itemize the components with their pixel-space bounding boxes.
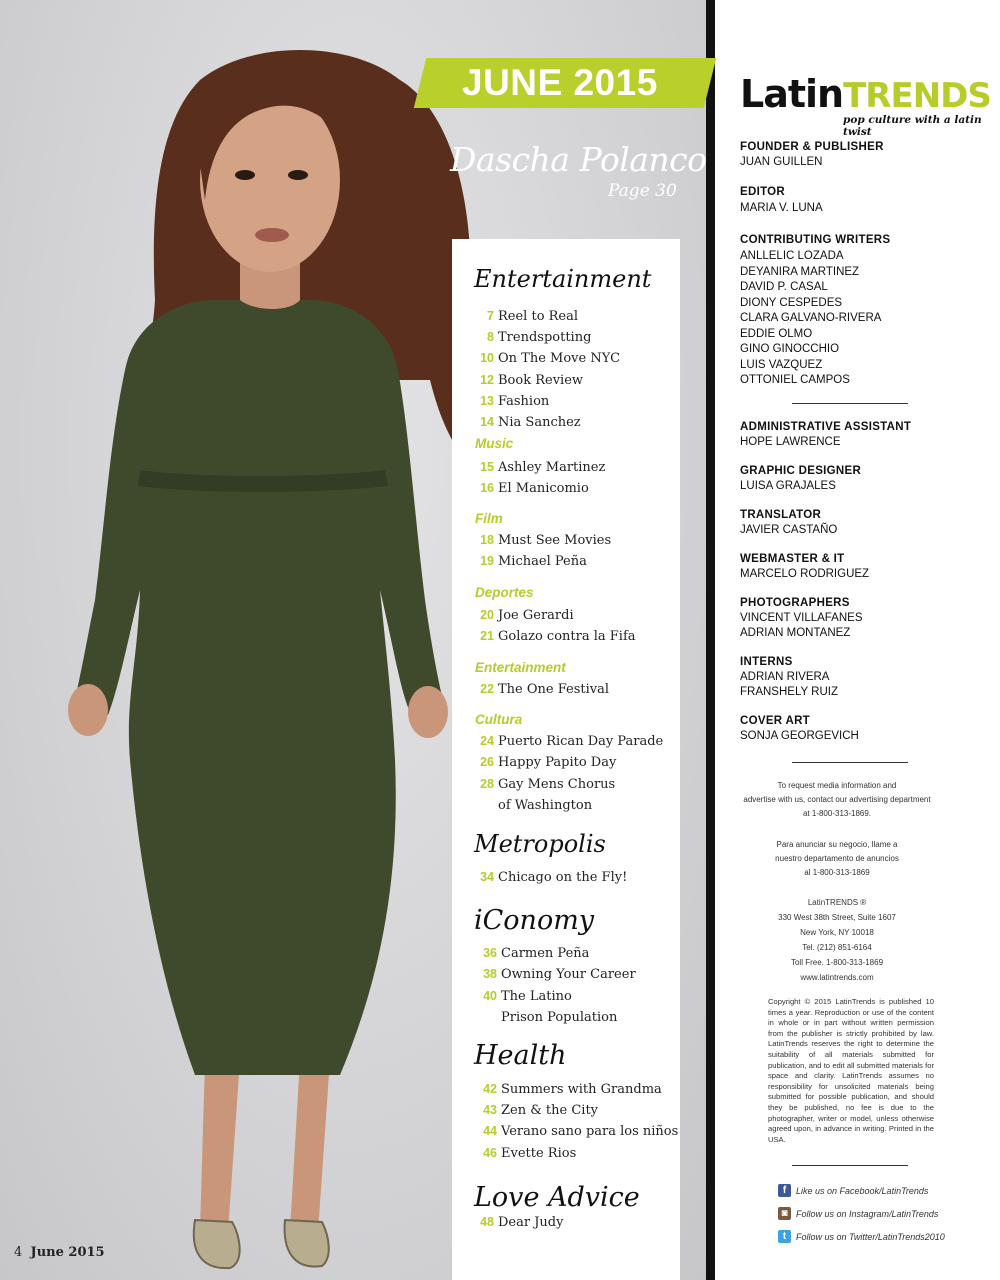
masthead-rule: [792, 1165, 908, 1166]
toc-item-title: Must See Movies: [498, 533, 612, 548]
toc-page-number: 22: [480, 682, 494, 696]
masthead-role: ADMINISTRATIVE ASSISTANT: [740, 421, 912, 433]
instagram-link[interactable]: [778, 1207, 938, 1220]
twitter-link[interactable]: [778, 1230, 945, 1243]
cover-star-page: Page 30: [608, 181, 677, 201]
toc-item[interactable]: [474, 533, 611, 548]
toc-item-title: Puerto Rican Day Parade: [498, 734, 664, 749]
lips: [255, 228, 289, 242]
toc-item-title: Book Review: [498, 372, 584, 388]
toc-item[interactable]: [474, 870, 627, 885]
toc-item[interactable]: [477, 989, 572, 1004]
instagram-label: Follow us on Instagram/LatinTrends: [796, 1208, 939, 1219]
toc-item[interactable]: [474, 734, 663, 749]
toc-item[interactable]: [477, 1146, 576, 1161]
toc-page-number: 10: [480, 351, 494, 366]
toc-sub-music: Music: [475, 436, 514, 451]
legs: [200, 1060, 330, 1232]
toc-item[interactable]: [474, 373, 583, 388]
folio-date: June 2015: [30, 1245, 105, 1260]
toc-page-number: 15: [480, 460, 494, 474]
toc-item[interactable]: [477, 1103, 598, 1118]
folio-number: 4: [14, 1245, 23, 1260]
contact-line: al 1-800-313-1869: [804, 868, 870, 877]
toc-item[interactable]: [474, 460, 605, 475]
toc-sub-cultura: Cultura: [475, 712, 523, 727]
toc-item-title: Gay Mens Chorus: [498, 776, 616, 792]
toc-page-number: 44: [483, 1124, 497, 1139]
masthead-name: HOPE LAWRENCE: [740, 436, 841, 448]
toc-item-title: Carmen Peña: [501, 946, 590, 961]
toc-page-number: 12: [480, 372, 494, 387]
toc-item-title: Chicago on the Fly!: [498, 870, 628, 885]
toc-section-love-advice: Love Advice: [474, 1182, 640, 1213]
cover-star-name: Dascha Polanco: [450, 140, 707, 179]
logo-trends: TRENDS: [843, 76, 991, 116]
toc-item-title: Reel to Real: [498, 309, 579, 324]
toc-page-number: 43: [483, 1103, 497, 1118]
toc-item-title: The Latino: [501, 988, 572, 1004]
masthead-role: COVER ART: [740, 715, 810, 727]
toc-item-title: Zen & the City: [501, 1103, 599, 1119]
toc-item-title: On The Move NYC: [498, 351, 621, 367]
toc-sub-entertainment: Entertainment: [475, 660, 566, 675]
toc-item-title: Nia Sanchez: [498, 415, 581, 430]
logo-tagline: pop culture with a latin twist: [843, 114, 982, 138]
toc-item[interactable]: [474, 755, 616, 770]
toc-page-number: 16: [480, 481, 494, 495]
masthead-role: FOUNDER & PUBLISHER: [740, 141, 884, 153]
masthead-name: DIONY CESPEDES: [740, 296, 843, 309]
toc-page-number: 26: [480, 755, 494, 770]
masthead-name: LUIS VAZQUEZ: [740, 358, 823, 371]
toc-section-entertainment: Entertainment: [474, 265, 652, 293]
toc-page-number: 40: [483, 988, 497, 1003]
instagram-icon: ◙: [778, 1207, 791, 1220]
toc-page-number: 46: [483, 1145, 497, 1160]
masthead-name: CLARA GALVANO-RIVERA: [740, 312, 882, 324]
twitter-label: Follow us on Twitter/LatinTrends2010: [796, 1231, 945, 1242]
toc-item-title: Summers with Grandma: [501, 1082, 662, 1097]
toc-sub-deportes: Deportes: [475, 585, 534, 600]
masthead-name: ADRIAN MONTANEZ: [740, 627, 851, 639]
masthead-name: DEYANIRA MARTINEZ: [740, 265, 860, 278]
toc-item-continued[interactable]: of Washington: [498, 798, 593, 813]
toc-item-continued[interactable]: Prison Population: [501, 1010, 618, 1025]
toc-item[interactable]: [477, 1082, 662, 1097]
masthead-role: TRANSLATOR: [740, 509, 822, 521]
logo-latin: Latin: [740, 72, 844, 116]
toc-item[interactable]: [477, 967, 636, 982]
masthead-name: ANLLELIC LOZADA: [740, 250, 844, 262]
toc-page-number: 24: [480, 734, 494, 748]
contact-line: at 1-800-313-1869.: [802, 809, 872, 818]
toc-item[interactable]: [474, 1215, 563, 1230]
masthead-name: VINCENT VILLAFANES: [740, 612, 863, 624]
masthead-name: JAVIER CASTAÑO: [740, 524, 838, 536]
toc-item-title: Fashion: [498, 393, 550, 409]
latintrends-logo: [740, 72, 991, 116]
masthead-name: MARIA V. LUNA: [740, 202, 823, 214]
masthead-name: SONJA GEORGEVICH: [740, 730, 859, 742]
copyright-notice: Copyright © 2015 LatinTrends is published 10 times a year. Reproduction or use of the content in whole or in part without written permission from the publisher is strictly prohibited by law. LatinTrends reserves the right to determine the suitability of all materials submitted for publication, and to edit all submitted materials for space and clarity. LatinTrends assumes no responsibility for unsolicited materials being submitted for possible publication, and should they be published, no fee is due to the photographer, writer or model, unless otherwise agreed upon, in advance in writing. Printed in the USA.: [768, 997, 934, 1144]
toc-item[interactable]: [474, 777, 615, 792]
page-divider: [706, 0, 715, 1280]
toc-item[interactable]: [474, 682, 609, 697]
right-shoe: [285, 1220, 329, 1267]
toc-page-number: 48: [480, 1215, 494, 1229]
contact-line: nuestro departamento de anuncios: [775, 854, 899, 863]
toc-item[interactable]: [474, 629, 636, 644]
advertising-info-en: [740, 779, 934, 821]
toc-item-title: Joe Gerardi: [498, 608, 574, 623]
toc-item-title: El Manicomio: [498, 481, 589, 496]
toc-item-title: Dear Judy: [498, 1215, 564, 1230]
masthead-name: GINO GINOCCHIO: [740, 343, 840, 355]
masthead-name: OTTONIEL CAMPOS: [740, 374, 850, 386]
left-shoe: [194, 1220, 240, 1268]
toc-page-number: 8: [487, 330, 494, 345]
toc-item-title: Golazo contra la Fifa: [498, 629, 636, 644]
toc-item-title: Verano sano para los niños: [501, 1124, 679, 1140]
toc-item[interactable]: [474, 309, 578, 324]
toc-item[interactable]: [474, 415, 581, 430]
website-link[interactable]: www.latintrends.com: [800, 973, 874, 982]
toc-page-number: 20: [480, 608, 494, 622]
contact-line: advertise with us, contact our advertising department: [743, 795, 931, 804]
masthead-name: EDDIE OLMO: [740, 327, 813, 340]
contact-line: To request media information and: [777, 781, 897, 790]
toc-item[interactable]: [474, 554, 587, 569]
address-line: New York, NY 10018: [800, 928, 874, 937]
toc-item-title: The One Festival: [498, 682, 610, 697]
toc-item[interactable]: [477, 946, 589, 961]
masthead-role: WEBMASTER & IT: [740, 553, 845, 565]
masthead-name: FRANSHELY RUIZ: [740, 686, 838, 698]
toc-item[interactable]: [474, 330, 591, 345]
toc-item-title: Ashley Martinez: [498, 460, 606, 475]
toc-page-number: 13: [480, 393, 494, 408]
right-eye: [288, 170, 308, 180]
facebook-icon: f: [778, 1184, 791, 1197]
address-line: Toll Free. 1-800-313-1869: [790, 958, 884, 967]
twitter-icon: t: [778, 1230, 791, 1243]
toc-page-number: 18: [480, 533, 494, 547]
toc-section-metropolis: Metropolis: [474, 830, 606, 858]
toc-page-number: 36: [483, 946, 497, 960]
page-folio: [14, 1245, 105, 1260]
toc-page-number: 14: [480, 415, 494, 429]
masthead-name: DAVID P. CASAL: [740, 281, 828, 293]
address-line: LatinTRENDS ®: [807, 898, 867, 907]
masthead-role: INTERNS: [740, 656, 793, 668]
toc-sub-film: Film: [475, 511, 503, 526]
toc-section-iconomy: iConomy: [474, 905, 595, 936]
toc-item-title: Evette Rios: [501, 1145, 577, 1161]
contact-line: Para anunciar su negocio, llame a: [776, 840, 898, 849]
address-line: Tel. (212) 851-6164: [802, 943, 872, 952]
toc-page-number: 38: [483, 967, 497, 982]
facebook-link[interactable]: [778, 1184, 928, 1197]
address-line: 330 West 38th Street, Suite 1607: [778, 913, 896, 922]
toc-item[interactable]: [474, 351, 620, 366]
toc-item-title: Trendspotting: [498, 330, 592, 346]
masthead-role: GRAPHIC DESIGNER: [740, 465, 862, 477]
toc-page-number: 42: [483, 1082, 497, 1096]
masthead-role: CONTRIBUTING WRITERS: [740, 234, 891, 246]
toc-page-number: 19: [480, 554, 494, 568]
masthead-name: LUISA GRAJALES: [740, 480, 836, 492]
masthead-name: MARCELO RODRIGUEZ: [740, 568, 870, 580]
dress: [72, 300, 445, 1075]
toc-item-title: Michael Peña: [498, 554, 587, 569]
masthead-name: ADRIAN RIVERA: [740, 671, 830, 683]
toc-page-number: 21: [480, 629, 494, 643]
toc-item-title: Happy Papito Day: [498, 755, 617, 771]
masthead-role: PHOTOGRAPHERS: [740, 597, 850, 609]
right-hand: [408, 686, 448, 738]
left-eye: [235, 170, 255, 180]
toc-item[interactable]: [474, 608, 574, 623]
toc-item[interactable]: [474, 481, 589, 496]
toc-item[interactable]: [477, 1124, 678, 1139]
toc-section-health: Health: [474, 1040, 567, 1071]
toc-item-title: Owning Your Career: [501, 967, 636, 983]
toc-page-number: 28: [480, 776, 494, 791]
advertising-info-es: [740, 838, 934, 880]
issue-date: JUNE 2015: [462, 62, 658, 103]
masthead-rule: [792, 403, 908, 404]
toc-page-number: 7: [487, 309, 494, 323]
masthead-rule: [792, 762, 908, 763]
left-hand: [68, 684, 108, 736]
toc-item[interactable]: [474, 394, 549, 409]
publisher-address: [740, 895, 934, 985]
masthead-role: EDITOR: [740, 186, 786, 198]
facebook-label: Like us on Facebook/LatinTrends: [796, 1185, 929, 1196]
masthead-name: JUAN GUILLEN: [740, 156, 823, 168]
toc-page-number: 34: [480, 870, 494, 884]
